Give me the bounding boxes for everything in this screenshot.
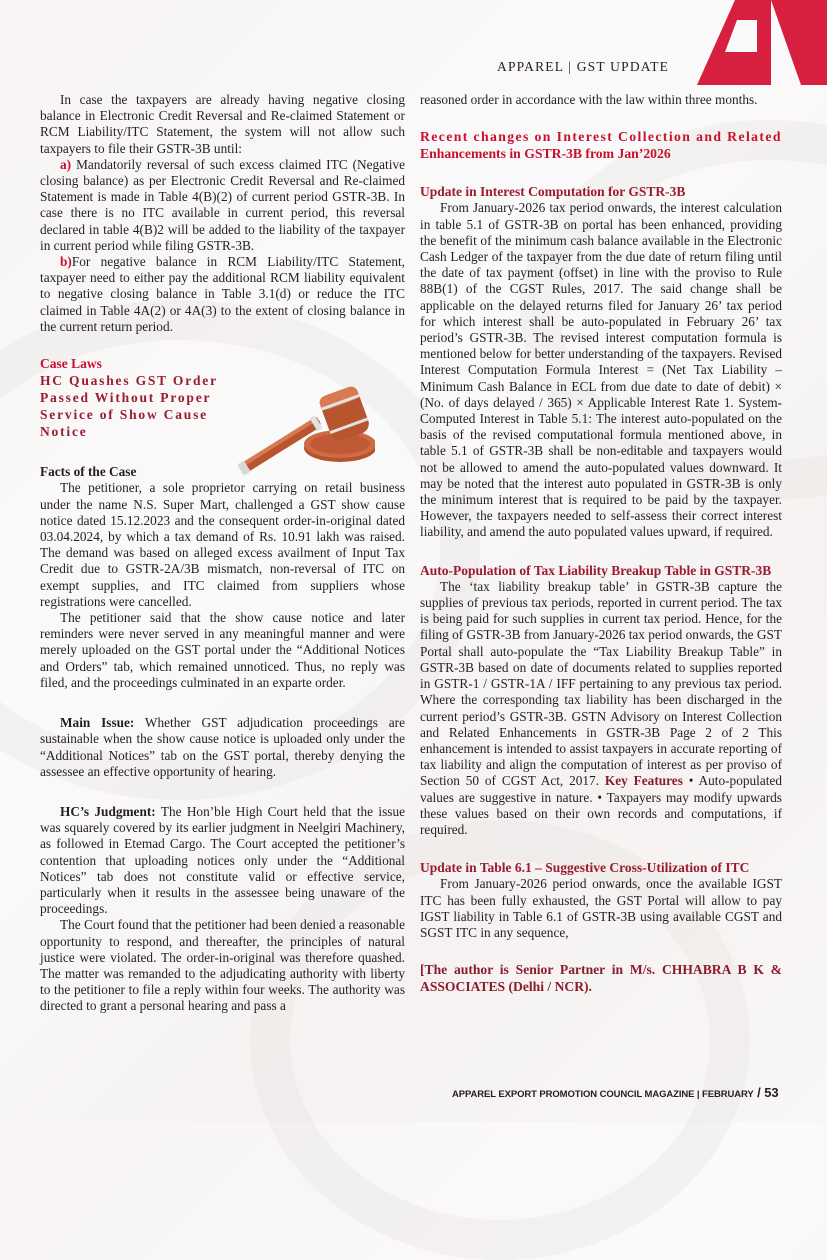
spacer xyxy=(420,541,782,563)
key-features-label: Key Features xyxy=(604,773,683,789)
spacer xyxy=(40,691,405,715)
facts-paragraph-2: The petitioner said that the show cause notice and later reminders were never served in any meaningful manner and were merely uploaded on the GST portal under the “Additional Notices and Orders” tab, which remained unnoticed. Thus, no reply was filed, and the proceedings culminated in an exparte order. xyxy=(40,610,405,690)
case-title: HC Quashes GST Order Passed Without Proper Service of Show Cause Notice xyxy=(40,373,218,440)
brand-logo-icon xyxy=(697,0,827,85)
main-issue-text: Whether GST adjudication proceedings are sustainable when the show cause notice is uploaded only under the “Additional Notices” tab on the GST portal, thereby denying the assessee an effective opportunity of hearing. xyxy=(40,715,405,779)
section-paragraph-interest: From January-2026 tax period onwards, the interest calculation in table 5.1 of GSTR-3B on portal has been enhanced, providing the benefit of the minimum cash balance available in the Electronic Cash Ledger of the taxpayer from the due date of return filing until the date of tax payment (offset) in line with the proviso to Rule 88B(1) of the CGST Rules, 2017. The said change shall be applicable on the delayed returns filed for January 26’ tax period for which interest shall be auto-populated in February 26’ tax period’s GSTR-3B. The revised interest computation formula is mentioned below for better understanding of the taxpayers. Revised Interest Computation Formula Interest = (Net Tax Liability – Minimum Cash Balance in ECL from due date to date of debit) × (No. of days delayed / 365) × Applicable Interest Rate 1. System-Computed Interest in Table 5.1: The interest auto-populated on the basis of the revised computational formula mentioned above, in table 5.1 of GSTR-3B shall be non-editable and taxpayers would not be allowed to amend the auto-populated values downward. It may be noted that the interest auto populated in GSTR-3B is only the minimum interest that is required to be paid by the taxpayer. However, the taxpayers needed to self-assess their correct interest liability, and amend the auto populated values upward, if required. xyxy=(420,200,782,540)
judgment-paragraph-2: The Court found that the petitioner had been denied a reasonable opportunity to respond, and thereafter, the principles of natural justice were violated. The order-in-original was therefore quashed. The matter was remanded to the adjudicating authority with liberty to the petitioner to file a reply within four weeks. The authority was directed to grant a personal hearing and pass a xyxy=(40,917,405,1014)
spacer xyxy=(420,941,782,961)
facts-heading: Facts of the Case xyxy=(40,464,137,480)
continuation-text: reasoned order in accordance with the law within three months. xyxy=(420,92,758,107)
point-a-text: Mandatorily reversal of such excess claimed ITC (Negative closing balance) as per Electronic Credit Reversal and Re-claimed Statement is made in Table 4(B)(2) of current period GSTR-3B. In case there is no ITC available in current period, this reversal declared in table 4(B)2 will be added to the liability of the taxpayer in current period while filing GSTR-3B. xyxy=(40,156,405,253)
spacer xyxy=(420,108,782,128)
gavel-image xyxy=(230,370,375,480)
key-features-text: • Auto-populated values are suggestive in nature. • Taxpayers may modify upwards these values based on their own records and computations, if required. xyxy=(420,773,782,837)
case-laws-label: Case Laws xyxy=(40,356,102,372)
section-tag: APPAREL | GST UPDATE xyxy=(497,59,670,74)
main-issue-label: Main Issue: xyxy=(60,715,135,731)
main-article-heading xyxy=(420,128,782,162)
auto-population-text: The ‘tax liability breakup table’ in GSTR-3B capture the supplies of previous tax periods, reported in current period. The tax is being paid for such supplies in current tax period. Hence, for the filing of GSTR-3B from January-2026 tax period onwards, the GST Portal shall auto-populate the “Tax Liability Breakup Table” in GSTR-3B based on date of documents related to supplies reported in GSTR-1 / GSTR-1A / IFF pertaining to any previous tax period. Where the corresponding tax liability has been discharged in the current period’s GSTR-3B. GSTN Advisory on Interest Collection and Related Enhancements in GSTR-3B Page 2 of 2 This enhancement is intended to assist taxpayers in accurate reporting of tax liability and align the computation of interest as per proviso of Section 50 of CGST Act, 2017. xyxy=(420,578,782,789)
point-a-label: a) xyxy=(60,156,72,172)
section-heading-table-6-1: Update in Table 6.1 – Suggestive Cross-Utilization of ITC xyxy=(420,860,750,876)
facts-paragraph-1: The petitioner, a sole proprietor carrying on retail business under the name N.S. Super Mart, challenged a GST show cause notice dated 15.12.2023 and the consequent order-in-original dated 03.04.2024, by which a tax demand of Rs. 10.91 lakh was raised. The demand was based on alleged excess availment of Input Tax Credit due to GSTR-2A/3B mismatch, non-reversal of ITC on exempt supplies, and ITC claimed from suppliers whose registrations were cancelled. xyxy=(40,480,405,609)
section-heading-auto-population: Auto-Population of Tax Liability Breakup Table in GSTR-3B xyxy=(420,562,772,578)
spacer xyxy=(40,780,405,804)
spacer xyxy=(40,335,405,356)
section-paragraph-auto-population xyxy=(420,579,782,838)
point-b-text: For negative balance in RCM Liability/ITC Statement, taxpayer need to either pay the additional RCM liability equivalent to negative closing balance in Table 3.1(d) or reduce the ITC claimed in Table 4A(2) or 4A(3) to the extent of closing balance in the current return period. xyxy=(40,254,405,334)
point-b-label: b) xyxy=(60,254,72,270)
point-b xyxy=(40,254,405,335)
author-note: [The author is Senior Partner in M/s. CHHABRA B K & ASSOCIATES (Delhi / NCR). xyxy=(420,962,782,995)
judgment-paragraph xyxy=(40,804,405,917)
left-column xyxy=(40,92,405,1015)
spacer xyxy=(420,162,782,184)
section-heading-interest: Update in Interest Computation for GSTR-3B xyxy=(420,184,686,200)
page-footer xyxy=(452,1085,778,1100)
judgment-label: HC’s Judgment: xyxy=(60,803,156,819)
judgment-text: The Hon’ble High Court held that the issue was squarely covered by its earlier judgment in Neelgiri Machinery, as followed in Etemad Cargo. The Court accepted the petitioner’s contention that uploading notices only under the “Additional Notices” tab does not constitute valid or effective service, particularly when it results in the assessee being unaware of the proceedings. xyxy=(40,803,405,917)
main-heading-line-1: Recent changes on Interest Collection and Related xyxy=(420,129,782,145)
page-number: 53 xyxy=(764,1085,779,1100)
main-issue-paragraph xyxy=(40,715,405,780)
footer-separator: / xyxy=(753,1085,765,1100)
publication-name: APPAREL EXPORT PROMOTION COUNCIL MAGAZINE | FEBRUARY xyxy=(452,1089,754,1100)
right-column xyxy=(420,92,782,995)
main-heading-line-2: Enhancements in GSTR-3B from Jan’2026 xyxy=(420,146,671,162)
section-paragraph-table-6-1: From January-2026 period onwards, once the available IGST ITC has been fully exhausted, the GST Portal will allow to pay IGST liability in Table 6.1 of GSTR-3B using available CGST and SGST ITC in any sequence, xyxy=(420,876,782,940)
spacer xyxy=(420,838,782,860)
point-a xyxy=(40,157,405,254)
intro-paragraph: In case the taxpayers are already having negative closing balance in Electronic Credit Reversal and Re-claimed Statement or RCM Liability/ITC Statement, the system will not allow such taxpayers to file their GSTR-3B until: xyxy=(40,92,405,156)
